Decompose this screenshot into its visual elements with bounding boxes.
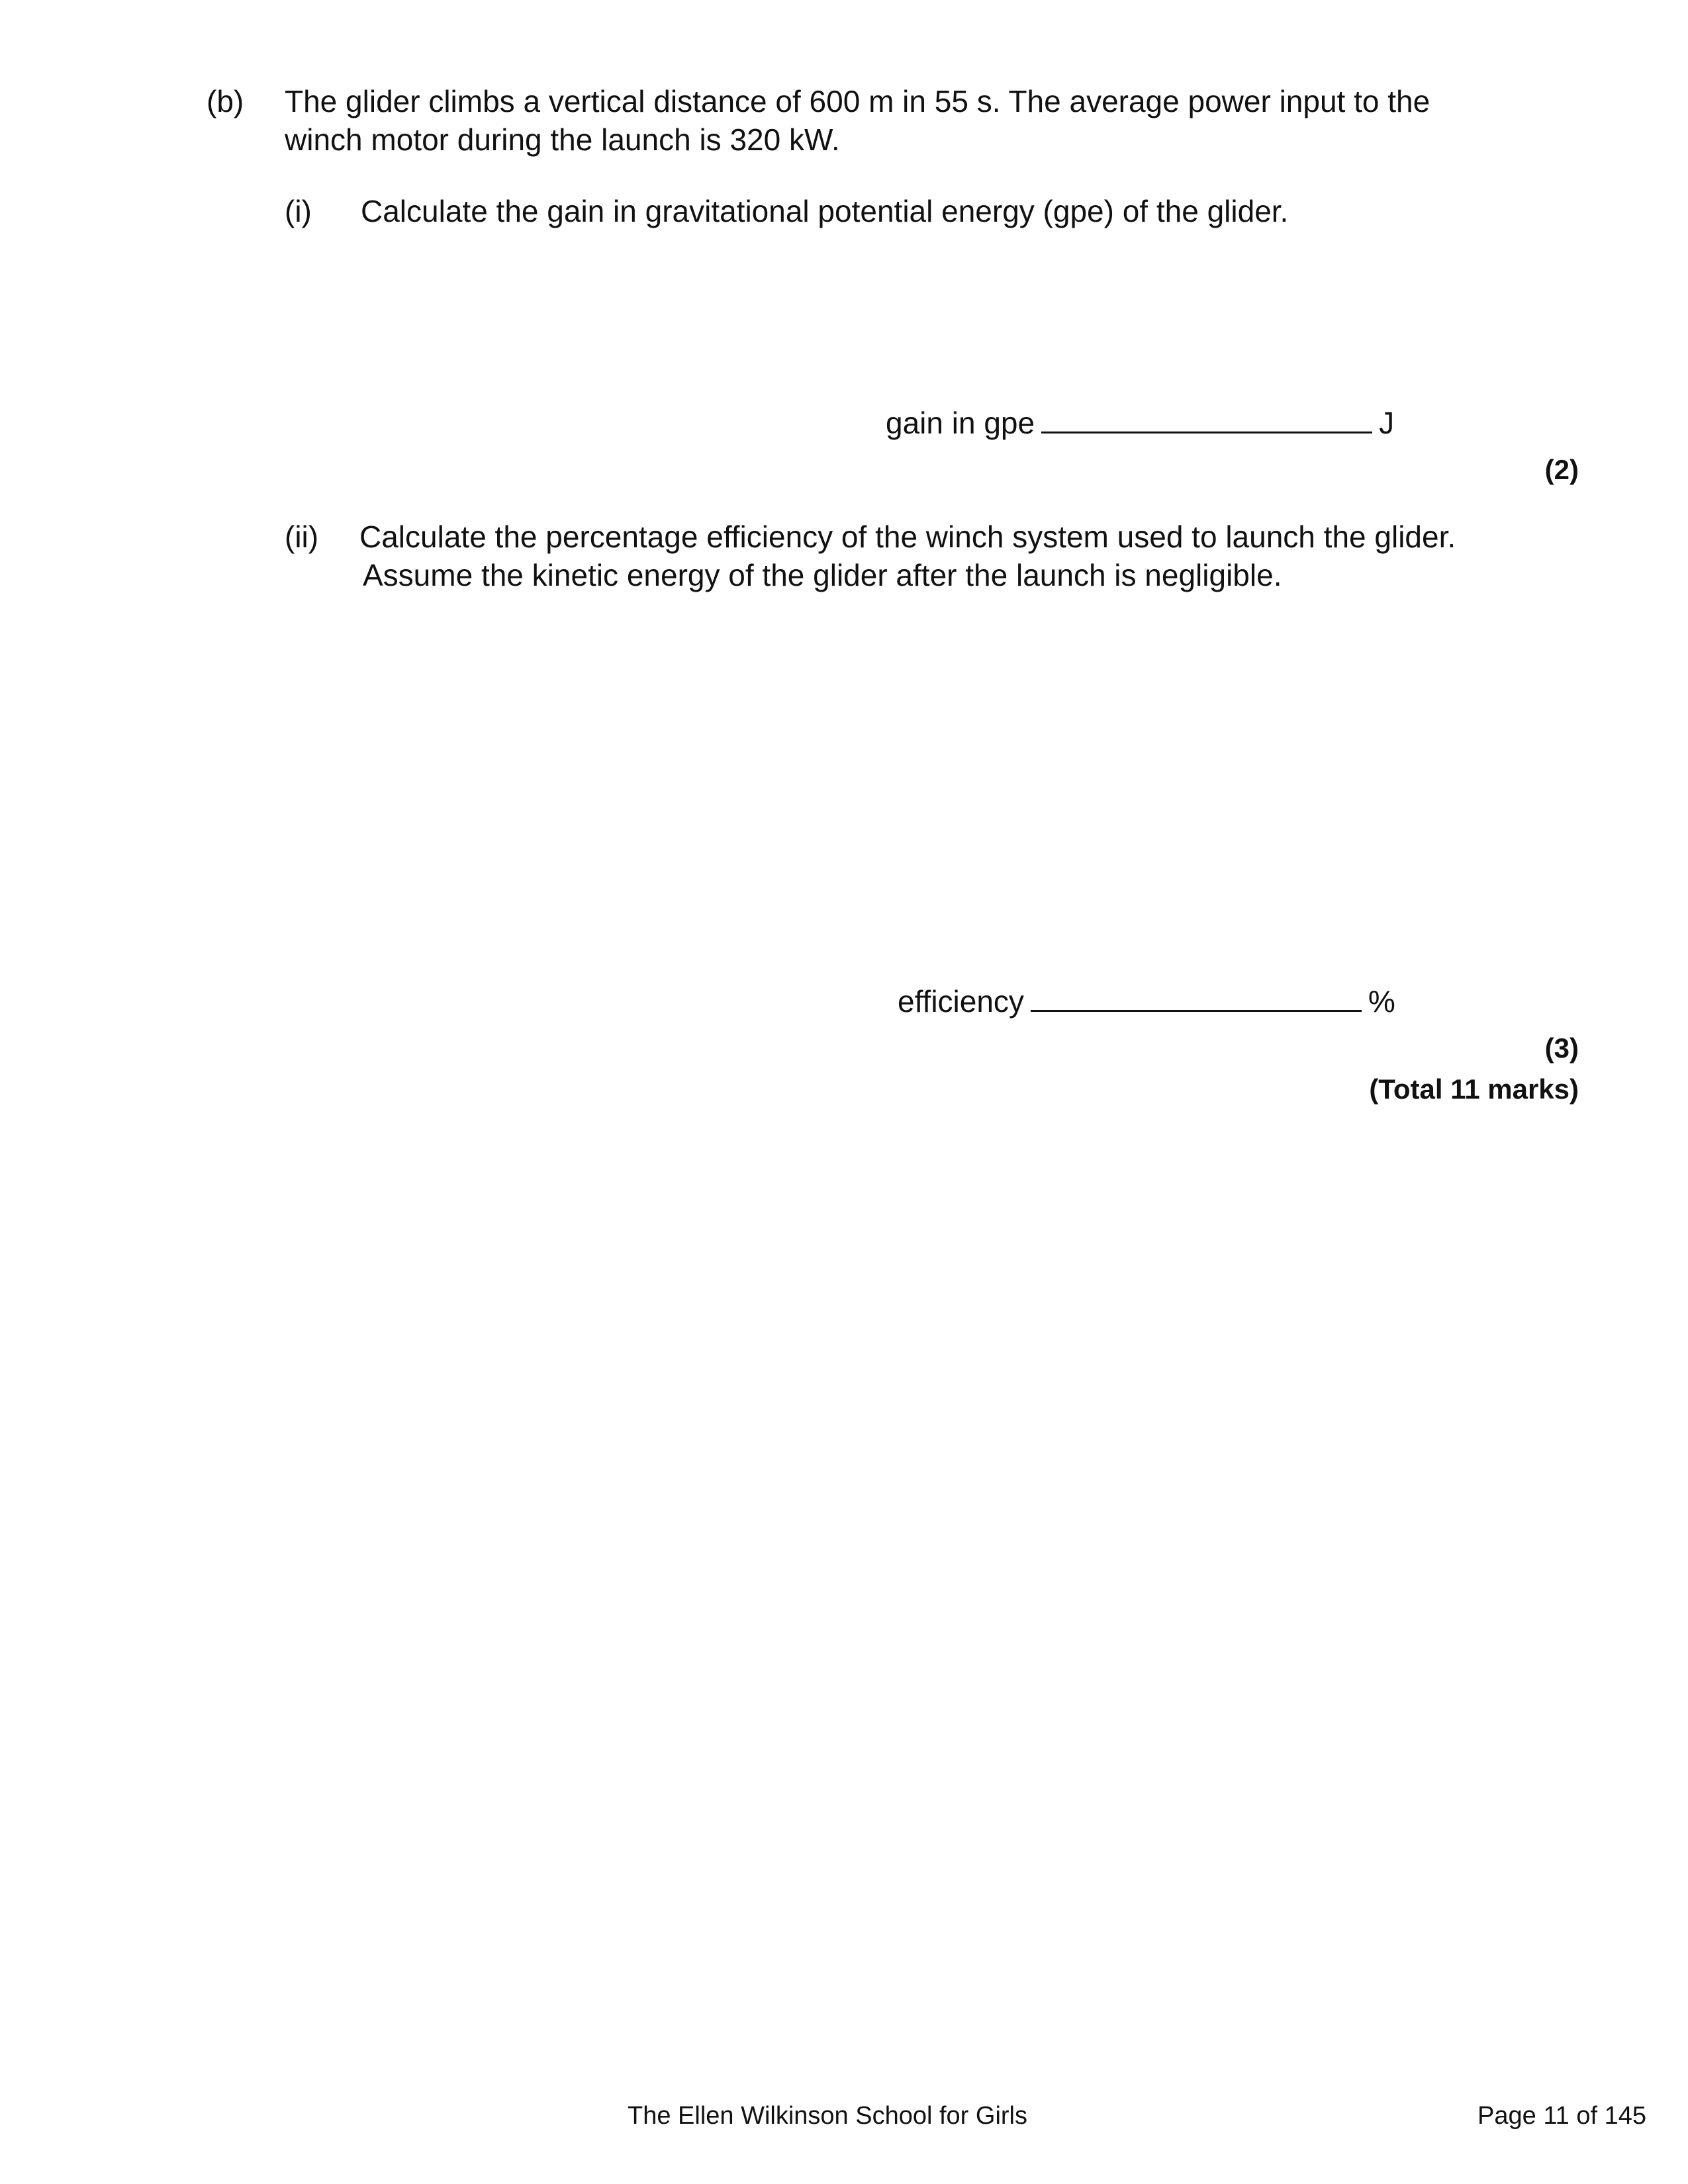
question-b-label: (b) xyxy=(207,84,244,118)
footer-page-number: Page 11 of 145 xyxy=(1477,2102,1646,2130)
efficiency-answer-blank[interactable] xyxy=(1031,985,1362,1012)
part-ii-line-1: Calculate the percentage efficiency of the winch system used to launch the glider. xyxy=(359,520,1456,554)
part-i-label: (i) xyxy=(285,194,312,228)
gpe-answer-unit: J xyxy=(1379,406,1395,440)
gpe-answer-blank[interactable] xyxy=(1041,406,1372,433)
part-ii-line-2: Assume the kinetic energy of the glider after the launch is negligible. xyxy=(363,558,1282,592)
part-ii-marks: (3) xyxy=(1544,1032,1579,1064)
footer-school-name: The Ellen Wilkinson School for Girls xyxy=(628,2102,1027,2130)
efficiency-answer-unit: % xyxy=(1368,984,1395,1019)
question-b-line-1: The glider climbs a vertical distance of 600 m in 55 s. The average power input to the xyxy=(285,84,1430,118)
efficiency-answer-line xyxy=(898,983,1395,1019)
gpe-answer-label: gain in gpe xyxy=(886,406,1035,440)
question-b-line-2: winch motor during the launch is 320 kW. xyxy=(285,122,840,157)
part-i-question: Calculate the gain in gravitational potential energy (gpe) of the glider. xyxy=(361,194,1289,228)
part-i-marks: (2) xyxy=(1544,454,1579,485)
total-marks: (Total 11 marks) xyxy=(1369,1073,1579,1105)
gpe-answer-line xyxy=(886,405,1394,441)
part-ii-label: (ii) xyxy=(285,520,319,554)
efficiency-answer-label: efficiency xyxy=(898,984,1024,1019)
